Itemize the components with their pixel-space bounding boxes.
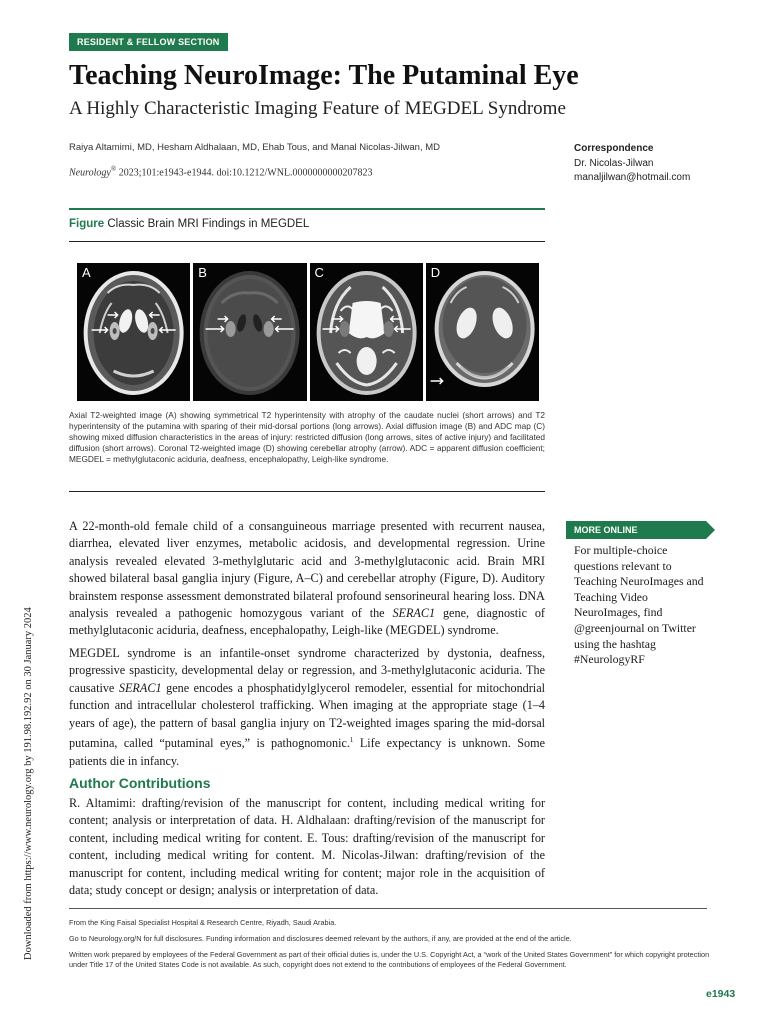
mri-panel-c [310,263,423,401]
discussion-text-a: MEGDEL syndrome is an infantile-onset syndrome characterized by dystonia, deafness, progressive spasticity, developmental delay or regression, and 3-methylglutaconic aciduria. The causative [69,646,545,695]
page-number: e1943 [706,988,736,1000]
figure-title [69,218,309,230]
article-title: Teaching NeuroImage: The Putaminal Eye [69,60,579,91]
figure-title-rule [69,241,545,242]
discussion-paragraph [69,645,545,770]
footnote-rule [69,908,707,909]
article-subtitle: A Highly Characteristic Imaging Feature of MEGDEL Syndrome [69,98,566,119]
mri-image-b [193,263,306,401]
reference-marker[interactable]: 1 [349,736,354,745]
panel-label-d: D [430,265,441,280]
author-contributions-heading: Author Contributions [69,775,211,791]
journal-name: Neurology [69,167,111,179]
case-text-b: gene, diagnostic of methylglutaconic aciduria, deafness, encephalopathy, Leigh-like (MEGDEL) syndrome. [69,606,545,638]
author-contributions-text: R. Altamimi: drafting/revision of the manuscript for content, including medical writing for content; analysis or interpretation of data. H. Aldhalaan: drafting/revision of the manuscript for content, including medical writing for content. E. Tous: drafting/revision of the manuscript for content, including medical writing for content. M. Nicolas-Jilwan: drafting/revision of the manuscript for content, including medical writing for content; major role in the acquisition of data; study concept or design; analysis or interpretation of data. [69,796,545,898]
correspondence-email[interactable]: manaljilwan@hotmail.com [574,172,691,183]
mri-image-a [77,263,190,401]
affiliation-footnote: From the King Faisal Specialist Hospital & Research Centre, Riyadh, Saudi Arabia. [69,918,337,927]
panel-label-a: A [82,265,91,280]
panel-label-b: B [198,265,207,280]
more-online-tag: MORE ONLINE [566,521,706,539]
more-online-text: For multiple-choice questions relevant to Teaching NeuroImages and Teaching Video NeuroImages, find @greenjournal on Twitter using the hashtag #NeurologyRF [574,543,704,667]
panel-label-c: C [314,265,324,280]
correspondence-block [574,142,690,186]
gene-name: SERAC1 [392,606,436,621]
gene-name: SERAC1 [118,680,162,695]
download-watermark: Downloaded from https://www.neurology.org by 191.98.192.92 on 30 January 2024 [23,607,34,960]
correspondence-name: Dr. Nicolas-Jilwan [574,157,654,169]
author-list: Raiya Altamimi, MD, Hesham Aldhalaan, MD, Ehab Tous, and Manal Nicolas-Jilwan, MD [69,142,441,153]
figure-legend: Axial T2-weighted image (A) showing symmetrical T2 hyperintensity with atrophy of the caudate nuclei (short arrows) and T2 hyperintensity of the putamina with sparing of their mid-dorsal portions (long arrows). Axial diffusion image (B) and ADC map (C) showing mixed diffusion characteristics in the areas of injury: restricted diffusion (long arrows, sites of active injury) and facilitated diffusion (short arrows). Coronal T2-weighted image (D) showing cerebellar atrophy (arrow). ADC = apparent diffusion coefficient; MEGDEL = methylglutaconic aciduria, deafness, encephalopathy, Leigh-like syndrome. [69,410,545,464]
registered-mark: ® [110,165,117,173]
figure-title-text: Classic Brain MRI Findings in MEGDEL [104,218,310,230]
discussion-text-c: Life expectancy is unknown. Some patients die in infancy. [69,736,545,768]
correspondence-heading: Correspondence [574,143,654,154]
mri-image-d [426,263,539,401]
disclosures-footnote: Go to Neurology.org/N for full disclosures. Funding information and disclosures deemed relevant by the authors, if any, are provided at the end of the article. [69,934,572,943]
mri-figure [77,263,539,401]
figure-label: Figure [69,218,105,230]
mri-image-c [310,263,423,401]
case-text-a: A 22-month-old female child of a consanguineous marriage presented with recurrent nausea, diarrhea, elevated liver enzymes, metabolic acidosis, and developmental regression. Urine analysis revealed elevated 3-methylglutaric acid and 3-methylglutaconic acid. Brain MRI showed bilateral basal ganglia injury (Figure, A–C) and cerebellar atrophy (Figure, D). Auditory brainstem response assessment demonstrated bilateral profound sensorineural hearing loss. DNA analysis revealed a pathogenic homozygous variant of the [69,519,545,621]
case-paragraph [69,518,545,640]
section-tag: RESIDENT & FELLOW SECTION [69,33,228,51]
citation [69,165,373,178]
mri-panel-a [77,263,190,401]
copyright-footnote: Written work prepared by employees of the Federal Government as part of their official duties is, under the U.S. Copyright Act, a “work of the United States Government” for which copyright protection under Title 17 of the United States Code is not available. As such, copyright does not extend to the contributions of employees of the Federal Government. [69,950,710,969]
discussion-text-b: gene encodes a phosphatidylglycerol remodeler, essential for mitochondrial function and intracellular cholesterol trafficking. When imaging at the appropriate stage (1–4 years of age), the pattern of basal ganglia injury on T2-weighted images sparing the mid-dorsal putamina, called “putaminal eyes,” is pathognomonic. [69,680,545,751]
mri-panel-d [426,263,539,401]
citation-details: 2023;101:e1943-e1944. doi:10.1212/WNL.0000000000207823 [116,167,373,179]
figure-bottom-rule [69,491,545,492]
figure-top-rule [69,208,545,210]
mri-panel-b [193,263,306,401]
